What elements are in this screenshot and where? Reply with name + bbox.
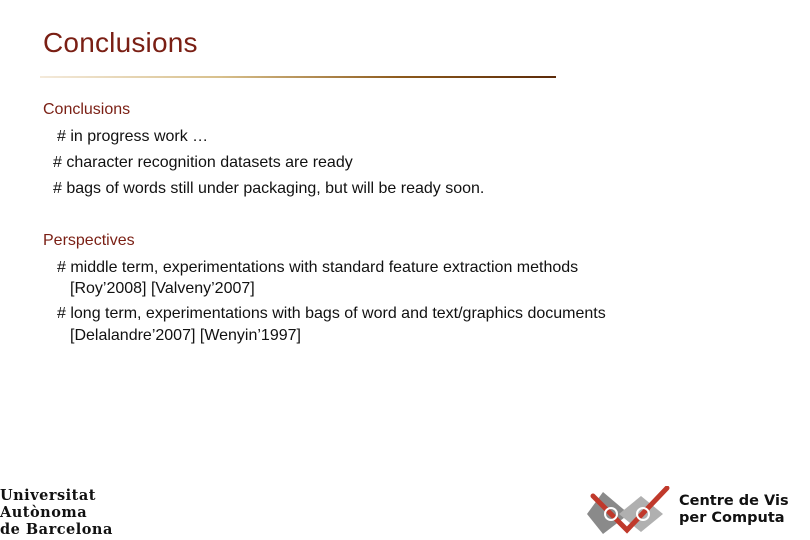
perspectives-citation-2: [Delalandre’2007] [Wenyin’1997] <box>70 327 301 344</box>
perspectives-item-2: # long term, experimentations with bags of word and text/graphics documents <box>57 305 606 322</box>
uab-logo-line-1: Universitat <box>0 487 96 504</box>
perspectives-citation-1: [Roy’2008] [Valveny’2007] <box>70 280 255 297</box>
conclusions-item-1: # in progress work … <box>57 128 209 145</box>
conclusions-item-2: # character recognition datasets are ready <box>53 154 353 171</box>
perspectives-heading: Perspectives <box>43 232 135 249</box>
cvc-logo-text <box>679 493 789 527</box>
slide-title: Conclusions <box>43 27 198 58</box>
cvc-logo-icon <box>583 486 673 536</box>
title-divider <box>40 76 556 78</box>
uab-logo-line-2: Autònoma <box>0 504 88 521</box>
conclusions-heading: Conclusions <box>43 101 131 118</box>
perspectives-item-1: # middle term, experimentations with standard feature extraction methods <box>57 259 579 276</box>
uab-logo <box>0 487 113 538</box>
conclusions-item-3: # bags of words still under packaging, but will be ready soon. <box>53 180 485 197</box>
uab-logo-line-3: de Barcelona <box>0 521 113 538</box>
cvc-logo-line-2: per Computa <box>679 510 785 526</box>
cvc-logo-line-1: Centre de Vis <box>679 493 789 509</box>
